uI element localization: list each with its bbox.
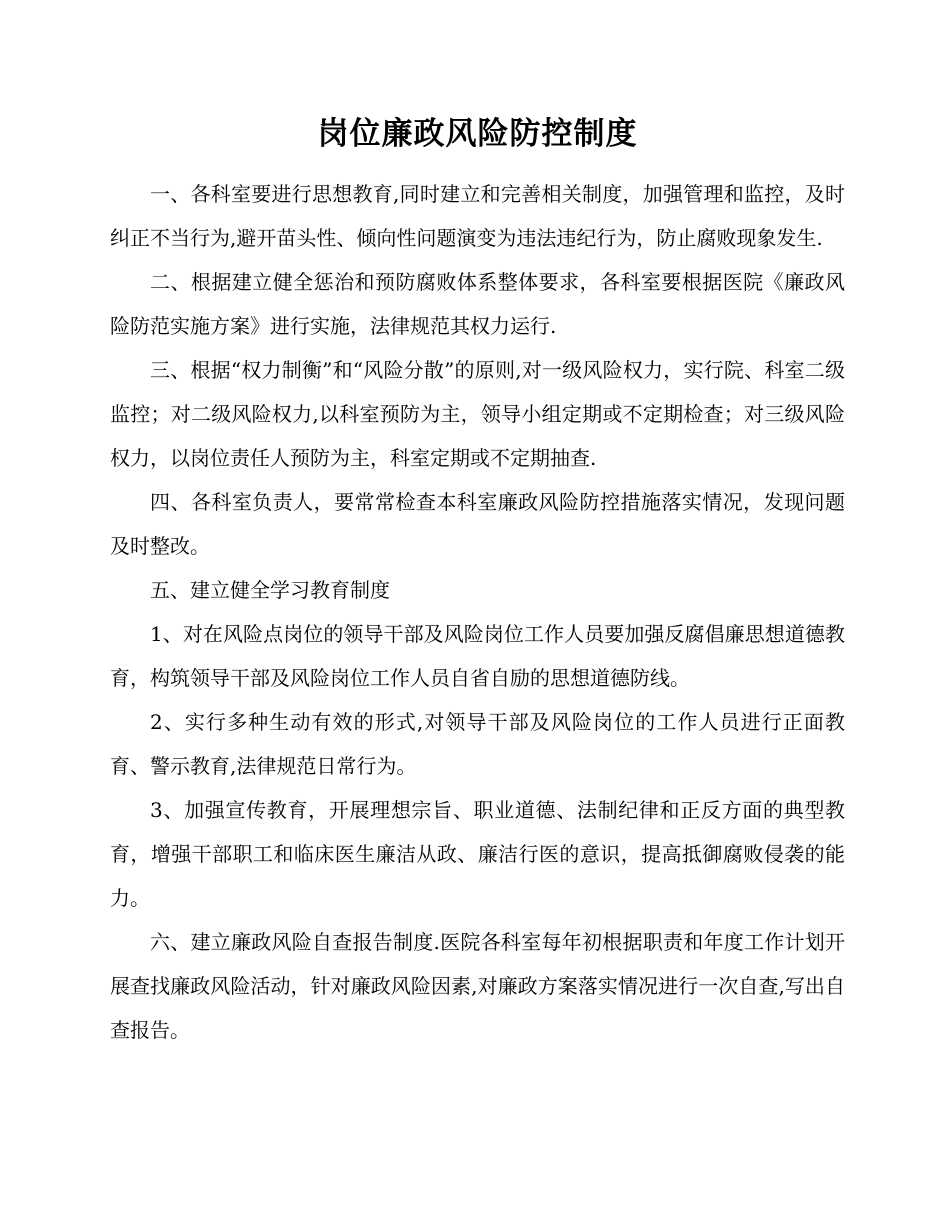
document-title: 岗位廉政风险防控制度 bbox=[317, 116, 638, 152]
paragraph-5: 五、建立健全学习教育制度 bbox=[150, 578, 390, 602]
paragraph-8: 3、加强宣传教育，开展理想宗旨、职业道德、法制纪律和正反方面的典型教育，增强干部职工和临床医生廉洁从政、廉洁行医的意识，提高抵御腐败侵袭的能力。 bbox=[110, 798, 845, 910]
paragraph-3: 三、根据“权力制衡”和“风险分散”的原则,对一级风险权力，实行院、科室二级监控；对二级风险权力,以科室预防为主，领导小组定期或不定期检查；对三级风险权力，以岗位责任人预防为主，科室定期或不定期抽查. bbox=[110, 358, 845, 470]
paragraph-4: 四、各科室负责人，要常常检查本科室廉政风险防控措施落实情况，发现问题及时整改。 bbox=[110, 490, 845, 558]
paragraph-2: 二、根据建立健全惩治和预防腐败体系整体要求，各科室要根据医院《廉政风险防范实施方案》进行实施，法律规范其权力运行. bbox=[110, 270, 845, 338]
paragraph-7: 2、实行多种生动有效的形式,对领导干部及风险岗位的工作人员进行正面教育、警示教育,法律规范日常行为。 bbox=[110, 710, 845, 778]
paragraph-9: 六、建立廉政风险自查报告制度.医院各科室每年初根据职责和年度工作计划开展查找廉政风险活动，针对廉政风险因素,对廉政方案落实情况进行一次自查,写出自查报告。 bbox=[110, 930, 845, 1042]
document-page bbox=[110, 108, 845, 1052]
paragraph-6: 1、对在风险点岗位的领导干部及风险岗位工作人员要加强反腐倡廉思想道德教育，构筑领导干部及风险岗位工作人员自省自励的思想道德防线。 bbox=[110, 622, 845, 690]
paragraph-1: 一、各科室要进行思想教育,同时建立和完善相关制度，加强管理和监控，及时纠正不当行为,避开苗头性、倾向性问题演变为违法违纪行为，防止腐败现象发生. bbox=[110, 182, 845, 250]
